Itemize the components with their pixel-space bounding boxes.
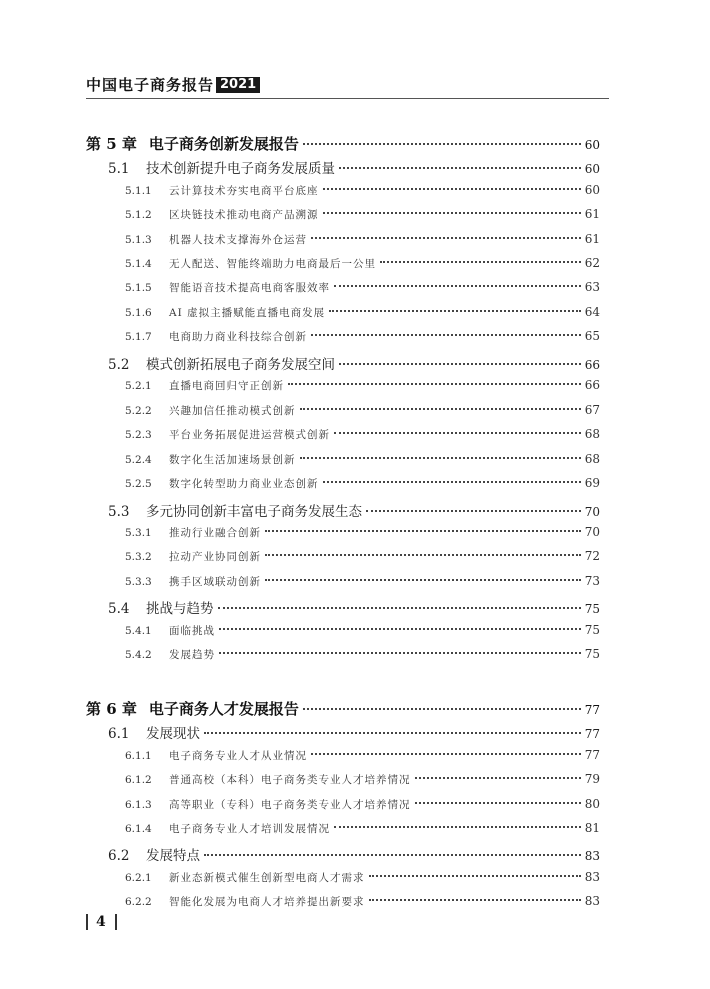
entry-number: 5.4.2 bbox=[125, 649, 152, 662]
entry-title: 机器人技术支撑海外仓运营 bbox=[169, 233, 307, 246]
dot-leader bbox=[300, 457, 582, 459]
subsection-entry[interactable] bbox=[125, 870, 600, 885]
entry-title: 电子商务创新发展报告 bbox=[148, 135, 299, 153]
dot-leader bbox=[311, 237, 581, 239]
entry-page: 63 bbox=[584, 280, 600, 295]
entry-title: 直播电商回归守正创新 bbox=[169, 380, 284, 393]
dot-leader bbox=[204, 854, 581, 856]
subsection-entry[interactable] bbox=[125, 183, 600, 198]
entry-number: 5.1.5 bbox=[125, 282, 152, 295]
entry-number: 5.1.2 bbox=[125, 209, 152, 222]
entry-title: 电商助力商业科技综合创新 bbox=[169, 331, 307, 344]
dot-leader bbox=[329, 310, 581, 312]
entry-number: 第 6 章 bbox=[86, 700, 137, 718]
section-entry[interactable] bbox=[108, 500, 600, 520]
dot-leader bbox=[219, 652, 581, 654]
dot-leader bbox=[334, 432, 581, 434]
entry-page: 66 bbox=[584, 357, 600, 372]
dot-leader bbox=[300, 408, 582, 410]
entry-title: 数字化转型助力商业业态创新 bbox=[169, 478, 319, 491]
dot-leader bbox=[339, 363, 581, 365]
subsection-entry[interactable] bbox=[125, 280, 600, 295]
section-entry[interactable] bbox=[108, 597, 600, 617]
subsection-entry[interactable] bbox=[125, 476, 600, 491]
dot-leader bbox=[204, 732, 581, 734]
entry-number: 5.3.3 bbox=[125, 575, 152, 588]
entry-page: 69 bbox=[584, 476, 600, 491]
entry-title: 推动行业融合创新 bbox=[169, 526, 261, 539]
entry-page: 68 bbox=[584, 451, 600, 466]
entry-number: 5.2 bbox=[108, 356, 130, 373]
entry-title: 云计算技术夯实电商平台底座 bbox=[169, 184, 319, 197]
entry-page: 70 bbox=[584, 504, 600, 519]
entry-title: 面临挑战 bbox=[169, 624, 215, 637]
entry-number: 5.4.1 bbox=[125, 624, 152, 637]
entry-page: 60 bbox=[584, 182, 600, 197]
header-rule bbox=[86, 98, 609, 99]
entry-title: 电子商务专业人才培训发展情况 bbox=[169, 823, 330, 835]
entry-page: 60 bbox=[584, 162, 600, 177]
entry-page: 75 bbox=[584, 622, 600, 637]
entry-title: 高等职业（专科）电子商务类专业人才培养情况 bbox=[169, 798, 411, 811]
entry-page: 73 bbox=[584, 573, 600, 588]
entry-number: 5.3.2 bbox=[125, 551, 152, 564]
dot-leader bbox=[415, 802, 582, 804]
entry-title: 区块链技术推动电商产品溯源 bbox=[169, 209, 319, 222]
subsection-entry[interactable] bbox=[125, 894, 600, 909]
entry-number: 6.2.1 bbox=[125, 871, 152, 884]
entry-title: 电子商务专业人才从业情况 bbox=[169, 749, 307, 762]
entry-page: 83 bbox=[584, 869, 600, 884]
entry-number: 5.2.2 bbox=[125, 404, 152, 417]
entry-title: 无人配送、智能终端助力电商最后一公里 bbox=[169, 258, 376, 270]
entry-title: 普通高校（本科）电子商务类专业人才培养情况 bbox=[169, 774, 411, 787]
section-entry[interactable] bbox=[108, 844, 600, 864]
entry-number: 6.2.2 bbox=[125, 896, 152, 909]
dot-leader bbox=[265, 530, 581, 532]
entry-title: AI 虚拟主播赋能直播电商发展 bbox=[169, 306, 326, 319]
dot-leader bbox=[366, 510, 581, 512]
entry-page: 64 bbox=[584, 304, 600, 319]
entry-page: 65 bbox=[584, 329, 600, 344]
entry-title: 模式创新拓展电子商务发展空间 bbox=[146, 356, 335, 373]
dot-leader bbox=[334, 285, 581, 287]
entry-title: 智能语音技术提高电商客服效率 bbox=[169, 282, 330, 295]
entry-number: 5.3.1 bbox=[125, 526, 152, 539]
entry-number: 5.1.3 bbox=[125, 233, 152, 246]
subsection-entry[interactable] bbox=[125, 748, 600, 763]
chapter-entry[interactable] bbox=[86, 133, 600, 154]
section-entry[interactable] bbox=[108, 722, 600, 742]
entry-title: 发展趋势 bbox=[169, 649, 215, 662]
entry-number: 5.2.5 bbox=[125, 478, 152, 491]
dot-leader bbox=[311, 753, 581, 755]
subsection-entry[interactable] bbox=[125, 207, 600, 222]
entry-page: 80 bbox=[584, 796, 600, 811]
entry-number: 6.1.1 bbox=[125, 749, 152, 762]
dot-leader bbox=[218, 607, 582, 609]
entry-number: 5.1.1 bbox=[125, 184, 152, 197]
chapter-entry[interactable] bbox=[86, 698, 600, 719]
entry-page: 77 bbox=[584, 747, 600, 762]
entry-number: 5.1.6 bbox=[125, 306, 152, 319]
entry-page: 75 bbox=[584, 647, 600, 662]
dot-leader bbox=[311, 334, 581, 336]
subsection-entry[interactable] bbox=[125, 821, 600, 836]
entry-number: 5.2.4 bbox=[125, 453, 152, 466]
entry-number: 5.1 bbox=[108, 161, 130, 178]
entry-page: 81 bbox=[584, 821, 600, 835]
entry-page: 77 bbox=[584, 727, 600, 742]
subsection-entry[interactable] bbox=[125, 329, 600, 344]
subsection-entry[interactable] bbox=[125, 378, 600, 393]
dot-leader bbox=[334, 826, 581, 828]
entry-page: 68 bbox=[584, 427, 600, 442]
entry-number: 5.1.4 bbox=[125, 258, 152, 270]
entry-page: 62 bbox=[584, 256, 600, 270]
book-year-badge: 2021 bbox=[216, 77, 260, 93]
entry-number: 5.1.7 bbox=[125, 331, 152, 344]
subsection-entry[interactable] bbox=[125, 452, 600, 467]
running-header bbox=[86, 74, 260, 95]
entry-page: 75 bbox=[584, 602, 600, 617]
subsection-entry[interactable] bbox=[125, 647, 600, 662]
entry-title: 携手区域联动创新 bbox=[169, 575, 261, 588]
entry-page: 61 bbox=[584, 231, 600, 246]
dot-leader bbox=[303, 708, 581, 710]
subsection-entry[interactable] bbox=[125, 623, 600, 638]
subsection-entry[interactable] bbox=[125, 305, 600, 320]
book-title: 中国电子商务报告 bbox=[86, 76, 215, 94]
subsection-entry[interactable] bbox=[125, 403, 600, 418]
dot-leader bbox=[219, 628, 581, 630]
dot-leader bbox=[323, 481, 582, 483]
subsection-entry[interactable] bbox=[125, 256, 600, 271]
entry-title: 电子商务人才发展报告 bbox=[148, 700, 299, 718]
dot-leader bbox=[369, 899, 582, 901]
entry-title: 兴趣加信任推动模式创新 bbox=[169, 404, 296, 417]
entry-page: 72 bbox=[584, 549, 600, 564]
entry-title: 发展现状 bbox=[146, 726, 200, 743]
page-number: 4 bbox=[96, 914, 106, 930]
subsection-entry[interactable] bbox=[125, 549, 600, 564]
entry-number: 第 5 章 bbox=[86, 135, 137, 153]
entry-page: 77 bbox=[584, 703, 600, 717]
entry-number: 6.1.3 bbox=[125, 798, 152, 811]
dot-leader bbox=[369, 875, 582, 877]
entry-page: 70 bbox=[584, 524, 600, 539]
entry-number: 5.4 bbox=[108, 601, 130, 618]
entry-number: 6.2 bbox=[108, 848, 130, 865]
footer-bar bbox=[86, 914, 88, 930]
subsection-entry[interactable] bbox=[125, 772, 600, 787]
page-footer bbox=[86, 914, 117, 930]
dot-leader bbox=[323, 188, 582, 190]
entry-number: 6.1 bbox=[108, 726, 130, 743]
dot-leader bbox=[380, 261, 581, 263]
dot-leader bbox=[265, 554, 581, 556]
entry-page: 67 bbox=[584, 402, 600, 417]
entry-page: 79 bbox=[584, 772, 600, 787]
entry-title: 拉动产业协同创新 bbox=[169, 551, 261, 564]
entry-number: 5.3 bbox=[108, 503, 130, 520]
footer-bar bbox=[115, 914, 117, 930]
section-entry[interactable] bbox=[108, 353, 600, 373]
entry-title: 发展特点 bbox=[146, 848, 200, 865]
entry-title: 多元协同创新丰富电子商务发展生态 bbox=[146, 503, 362, 520]
entry-page: 83 bbox=[584, 849, 600, 864]
entry-title: 平台业务拓展促进运营模式创新 bbox=[169, 429, 330, 442]
entry-title: 挑战与趋势 bbox=[146, 601, 214, 618]
subsection-entry[interactable] bbox=[125, 525, 600, 540]
dot-leader bbox=[303, 143, 581, 145]
subsection-entry[interactable] bbox=[125, 232, 600, 247]
entry-page: 60 bbox=[584, 138, 600, 152]
dot-leader bbox=[323, 212, 582, 214]
entry-page: 61 bbox=[584, 207, 600, 222]
dot-leader bbox=[265, 579, 581, 581]
dot-leader bbox=[288, 383, 581, 385]
dot-leader bbox=[339, 167, 581, 169]
entry-title: 新业态新模式催生创新型电商人才需求 bbox=[169, 871, 365, 884]
subsection-entry[interactable] bbox=[125, 574, 600, 589]
entry-title: 智能化发展为电商人才培养提出新要求 bbox=[169, 896, 365, 909]
entry-title: 数字化生活加速场景创新 bbox=[169, 453, 296, 466]
subsection-entry[interactable] bbox=[125, 427, 600, 442]
entry-number: 5.2.3 bbox=[125, 429, 152, 442]
entry-number: 5.2.1 bbox=[125, 380, 152, 393]
entry-number: 6.1.2 bbox=[125, 774, 152, 787]
entry-page: 66 bbox=[584, 378, 600, 393]
subsection-entry[interactable] bbox=[125, 797, 600, 812]
entry-title: 技术创新提升电子商务发展质量 bbox=[146, 161, 335, 178]
entry-page: 83 bbox=[584, 894, 600, 909]
section-entry[interactable] bbox=[108, 157, 600, 177]
dot-leader bbox=[415, 777, 582, 779]
entry-number: 6.1.4 bbox=[125, 823, 152, 835]
